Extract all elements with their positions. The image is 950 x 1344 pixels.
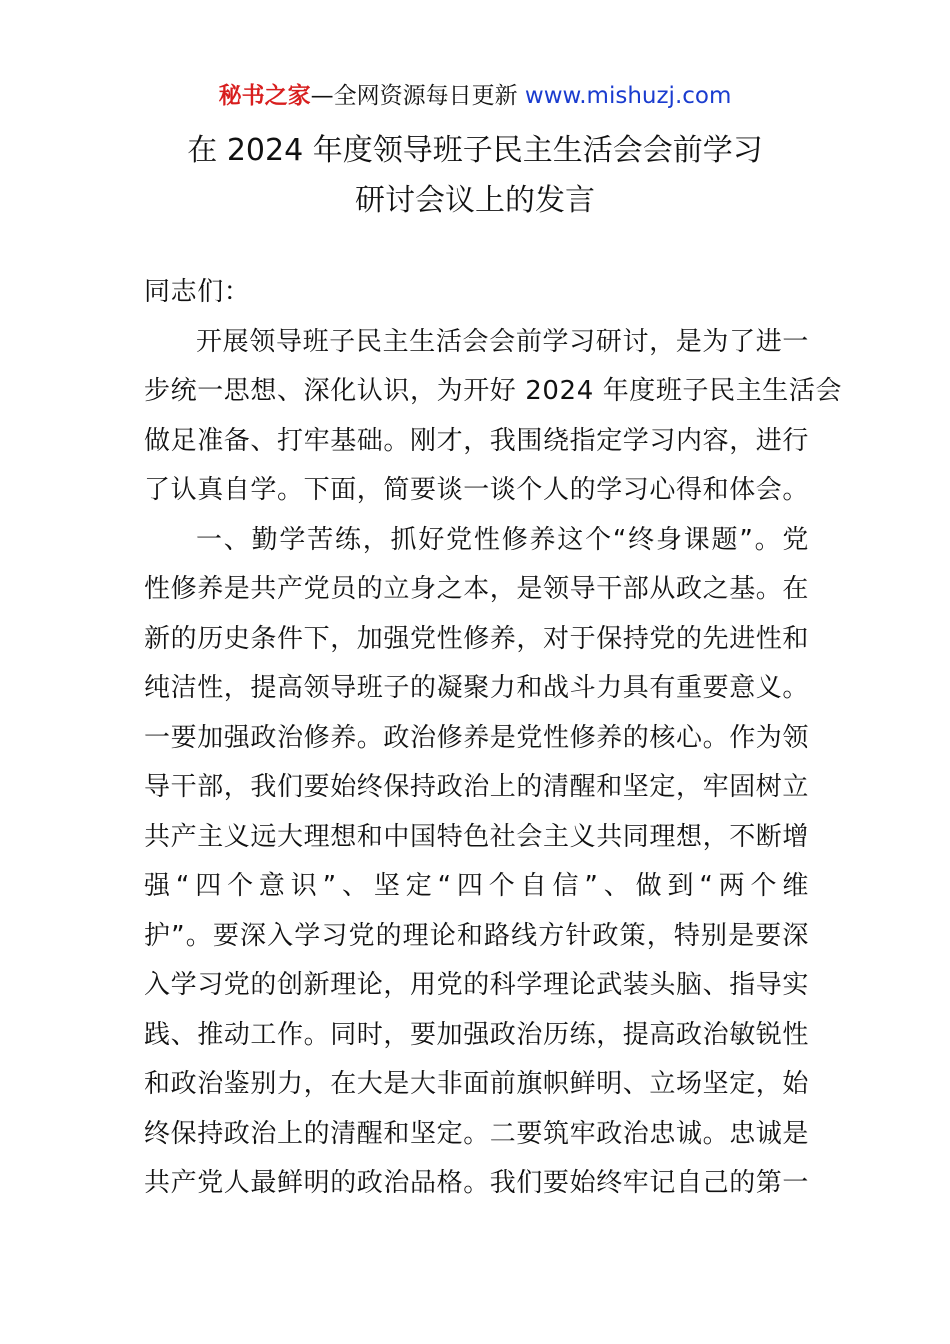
body-line: 共产党人最鲜明的政治品格。我们要始终牢记自己的第一 [144, 1168, 810, 1198]
body-line: 践、推动工作。同时，要加强政治历练，提高政治敏锐性 [144, 1019, 810, 1050]
site-header [0, 80, 950, 112]
salutation: 同志们： [144, 277, 251, 307]
body-line: 新的历史条件下，加强党性修养，对于保持党的先进性和 [144, 623, 810, 654]
body-line: 入学习党的创新理论，用党的科学理论武装头脑、指导实 [144, 970, 810, 1000]
body-line: 性修养是共产党员的立身之本，是领导干部从政之基。在 [144, 574, 810, 604]
body-line: 和政治鉴别力，在大是大非面前旗帜鲜明、立场坚定，始 [144, 1069, 810, 1099]
document-body [144, 268, 843, 1209]
body-line: 导干部，我们要始终保持政治上的清醒和坚定，牢固树立 [144, 772, 810, 802]
header-tagline: —全网资源每日更新 [310, 83, 518, 109]
body-line: 一要加强政治修养。政治修养是党性修养的核心。作为领 [144, 722, 810, 753]
document-title [0, 126, 950, 226]
body-line: 共产主义远大理想和中国特色社会主义共同理想，不断增 [144, 821, 810, 852]
brand-name: 秘书之家 [218, 83, 311, 109]
body-line: 做足准备、打牢基础。刚才，我围绕指定学习内容，进行 [144, 425, 810, 456]
body-line: 开展领导班子民主生活会会前学习研讨，是为了进一 [196, 326, 809, 357]
body-line: 纯洁性，提高领导班子的凝聚力和战斗力具有重要意义。 [144, 673, 810, 703]
title-line-2: 研讨会议上的发言 [355, 183, 595, 218]
site-url-link[interactable]: www.mishuzj.com [524, 83, 732, 109]
body-line: 步统一思想、深化认识，为开好 2024 年度班子民主生活会 [144, 376, 843, 406]
body-line: 强“四个意识”、坚定“四个自信”、做到“两个维 [144, 871, 809, 901]
body-line: 护”。要深入学习党的理论和路线方针政策，特别是要深 [144, 920, 809, 951]
body-line: 一、勤学苦练，抓好党性修养这个“终身课题”。党 [196, 524, 809, 555]
body-line: 终保持政治上的清醒和坚定。二要筑牢政治忠诚。忠诚是 [144, 1118, 810, 1149]
title-line-1: 在 2024 年度领导班子民主生活会会前学习 [187, 133, 763, 168]
body-line: 了认真自学。下面，简要谈一谈个人的学习心得和体会。 [144, 475, 810, 505]
